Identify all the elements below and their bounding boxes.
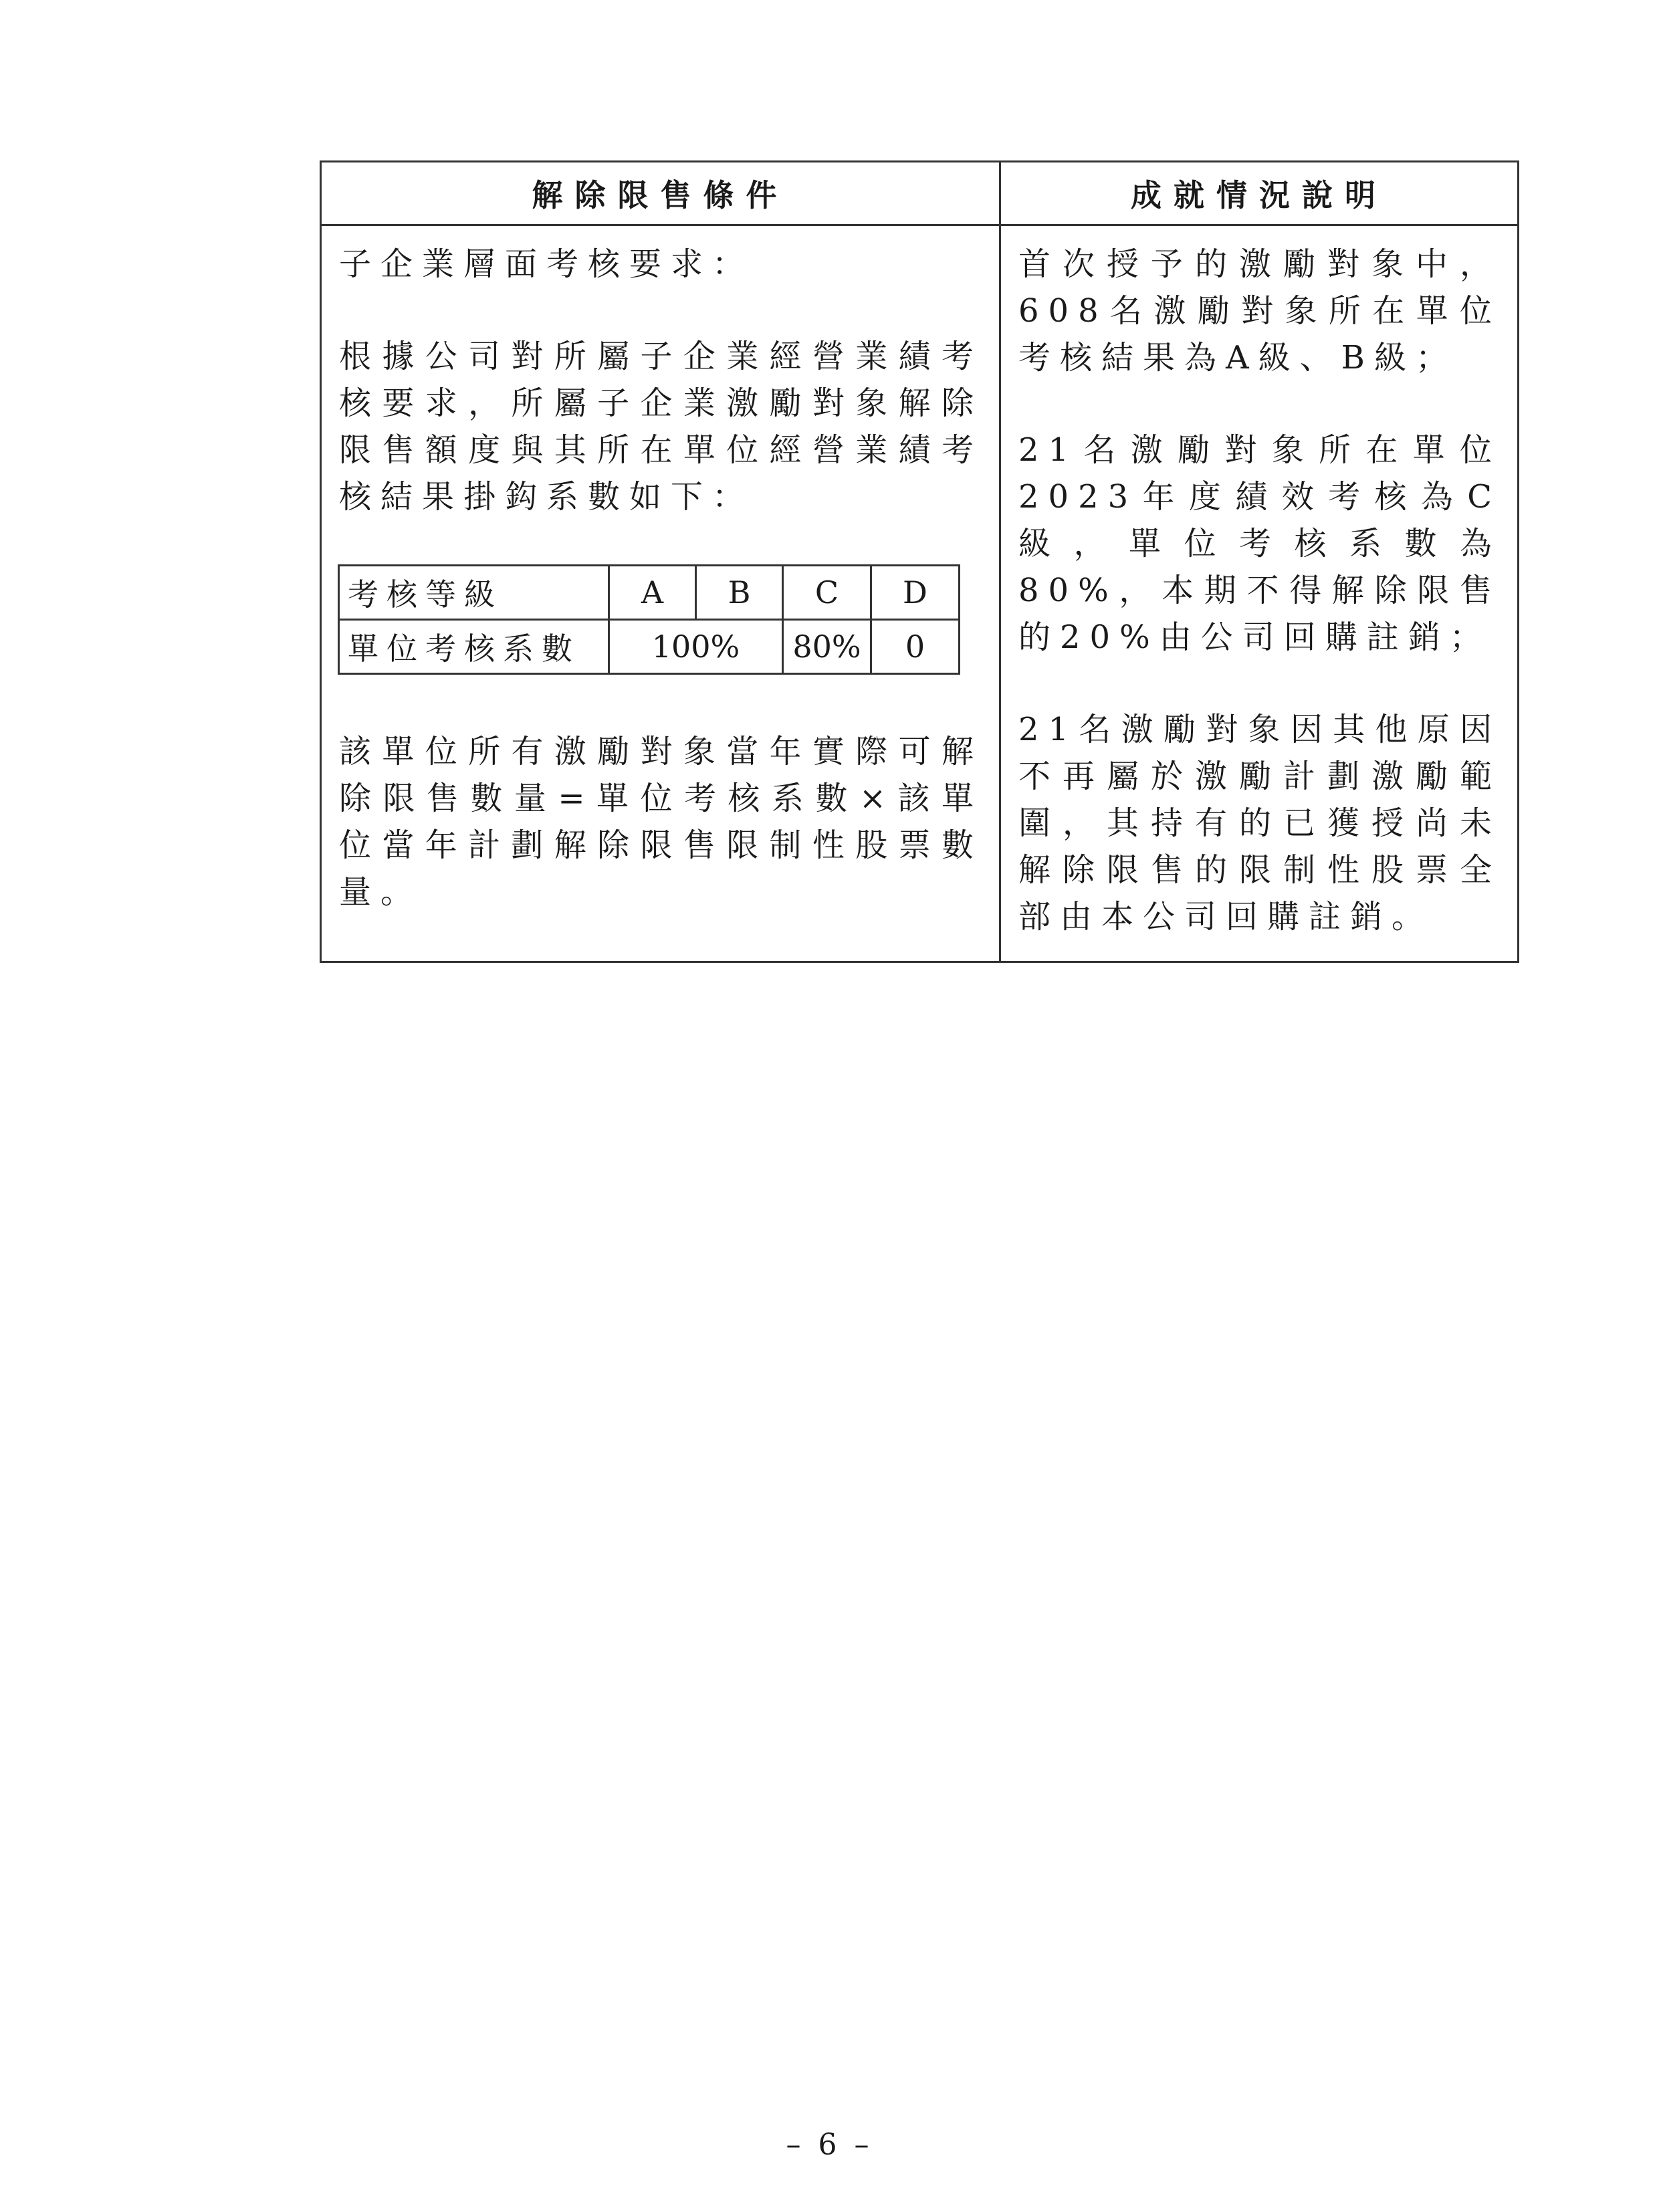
achievement-para-2: 21名激勵對象所在單位2023年度績效考核為C級，單位考核系數為80%，本期不得解除限售的20%由公司回購註銷；	[1018, 431, 1501, 656]
grade-row	[339, 566, 960, 620]
page-number: – 6 –	[786, 2128, 873, 2162]
coefficient-d: 0	[871, 620, 960, 674]
coefficient-label: 單位考核系數	[339, 620, 609, 674]
grade-label: 考核等級	[339, 566, 609, 620]
grade-d: D	[871, 566, 960, 620]
table-row	[321, 225, 1519, 962]
coefficient-ab: 100%	[609, 620, 783, 674]
subsidiary-requirement-text: 根據公司對所屬子企業經營業績考核要求，所屬子企業激勵對象解除限售額度與其所在單位經營業績考核結果掛鈎系數如下：	[339, 338, 983, 516]
grade-coefficient-table	[338, 564, 960, 675]
achievement-para-1: 首次授予的激勵對象中，608名激勵對象所在單位考核結果為A級、B級；	[1018, 245, 1501, 376]
conditions-cell	[321, 225, 1000, 962]
achievement-cell	[1000, 225, 1519, 962]
grade-c: C	[783, 566, 871, 620]
formula-text: 該單位所有激勵對象當年實際可解除限售數量=單位考核系數×該單位當年計劃解除限售限制性股票數量。	[339, 733, 983, 911]
grade-a: A	[609, 566, 696, 620]
grade-b: B	[696, 566, 783, 620]
table-header-row	[321, 162, 1519, 225]
conditions-table	[320, 160, 1519, 963]
coefficient-c: 80%	[783, 620, 871, 674]
coefficient-row	[339, 620, 960, 674]
header-conditions: 解除限售條件	[321, 162, 1000, 225]
subsidiary-requirement-heading: 子企業層面考核要求：	[339, 245, 754, 283]
achievement-para-3: 21名激勵對象因其他原因不再屬於激勵計劃激勵範圍，其持有的已獲授尚未解除限售的限制性股票全部由本公司回購註銷。	[1018, 711, 1501, 935]
header-achievement: 成就情況說明	[1000, 162, 1519, 225]
